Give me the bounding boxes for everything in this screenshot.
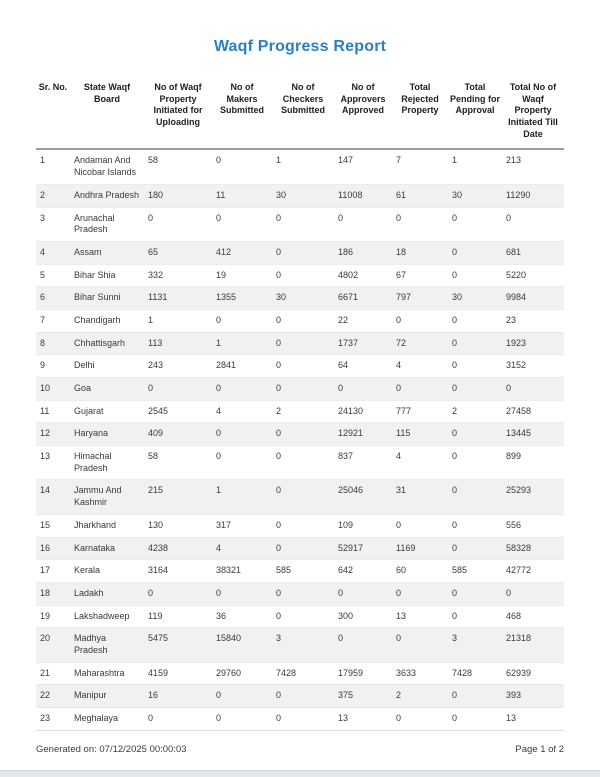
value-cell: 412 [212, 241, 272, 264]
value-cell: 67 [392, 264, 448, 287]
value-cell: 21318 [502, 628, 564, 662]
value-cell: 36 [212, 605, 272, 628]
value-cell: 0 [272, 355, 334, 378]
value-cell: 42772 [502, 560, 564, 583]
value-cell: 0 [448, 355, 502, 378]
column-header: Sr. No. [36, 78, 70, 149]
value-cell: 1 [272, 149, 334, 184]
value-cell: 0 [334, 378, 392, 401]
value-cell: 0 [272, 537, 334, 560]
state-board-cell: Ladakh [70, 582, 144, 605]
column-header: No of Approvers Approved [334, 78, 392, 149]
value-cell: 4 [392, 446, 448, 480]
value-cell: 180 [144, 184, 212, 207]
table-row [36, 446, 564, 480]
state-board-cell: Bihar Sunni [70, 287, 144, 310]
page-number-text: Page 1 of 2 [515, 744, 564, 755]
value-cell: 15840 [212, 628, 272, 662]
value-cell: 4 [212, 400, 272, 423]
table-body [36, 149, 564, 730]
value-cell: 0 [272, 309, 334, 332]
value-cell: 0 [448, 605, 502, 628]
value-cell: 18 [392, 241, 448, 264]
value-cell: 60 [392, 560, 448, 583]
value-cell: 27458 [502, 400, 564, 423]
value-cell: 0 [448, 423, 502, 446]
state-board-cell: Arunachal Pradesh [70, 207, 144, 241]
value-cell: 243 [144, 355, 212, 378]
value-cell: 2 [448, 400, 502, 423]
value-cell: 13 [502, 708, 564, 731]
value-cell: 0 [272, 332, 334, 355]
value-cell: 25293 [502, 480, 564, 514]
value-cell: 13 [392, 605, 448, 628]
value-cell: 4 [392, 355, 448, 378]
sr-no-cell: 2 [36, 184, 70, 207]
sr-no-cell: 22 [36, 685, 70, 708]
value-cell: 0 [392, 708, 448, 731]
value-cell: 0 [272, 582, 334, 605]
state-board-cell: Assam [70, 241, 144, 264]
value-cell: 58328 [502, 537, 564, 560]
sr-no-cell: 9 [36, 355, 70, 378]
column-header: Total No of Waqf Property Initiated Till Date [502, 78, 564, 149]
table-row [36, 605, 564, 628]
value-cell: 0 [272, 241, 334, 264]
value-cell: 0 [502, 582, 564, 605]
value-cell: 3 [272, 628, 334, 662]
value-cell: 0 [448, 582, 502, 605]
value-cell: 681 [502, 241, 564, 264]
sr-no-cell: 20 [36, 628, 70, 662]
value-cell: 29760 [212, 662, 272, 685]
state-board-cell: Manipur [70, 685, 144, 708]
sr-no-cell: 18 [36, 582, 70, 605]
sr-no-cell: 14 [36, 480, 70, 514]
value-cell: 317 [212, 514, 272, 537]
value-cell: 0 [334, 582, 392, 605]
value-cell: 0 [448, 480, 502, 514]
table-header [36, 78, 564, 149]
value-cell: 1 [212, 332, 272, 355]
value-cell: 899 [502, 446, 564, 480]
state-board-cell: Bihar Shia [70, 264, 144, 287]
value-cell: 0 [272, 207, 334, 241]
value-cell: 38321 [212, 560, 272, 583]
value-cell: 3 [448, 628, 502, 662]
value-cell: 22 [334, 309, 392, 332]
value-cell: 31 [392, 480, 448, 514]
value-cell: 0 [272, 480, 334, 514]
value-cell: 3164 [144, 560, 212, 583]
value-cell: 0 [392, 309, 448, 332]
table-header-row [36, 78, 564, 149]
value-cell: 777 [392, 400, 448, 423]
value-cell: 0 [212, 207, 272, 241]
value-cell: 0 [144, 708, 212, 731]
value-cell: 0 [334, 628, 392, 662]
value-cell: 16 [144, 685, 212, 708]
table-row [36, 378, 564, 401]
value-cell: 0 [272, 446, 334, 480]
sr-no-cell: 8 [36, 332, 70, 355]
value-cell: 30 [448, 184, 502, 207]
value-cell: 213 [502, 149, 564, 184]
state-board-cell: Andhra Pradesh [70, 184, 144, 207]
table-row [36, 264, 564, 287]
value-cell: 375 [334, 685, 392, 708]
sr-no-cell: 11 [36, 400, 70, 423]
column-header: No of Checkers Submitted [272, 78, 334, 149]
value-cell: 0 [272, 514, 334, 537]
value-cell: 0 [448, 207, 502, 241]
sr-no-cell: 1 [36, 149, 70, 184]
column-header: State Waqf Board [70, 78, 144, 149]
value-cell: 0 [448, 685, 502, 708]
table-row [36, 241, 564, 264]
sr-no-cell: 7 [36, 309, 70, 332]
state-board-cell: Goa [70, 378, 144, 401]
column-header: No of Makers Submitted [212, 78, 272, 149]
value-cell: 797 [392, 287, 448, 310]
report-footer [36, 744, 564, 755]
value-cell: 0 [334, 207, 392, 241]
value-cell: 6671 [334, 287, 392, 310]
value-cell: 30 [272, 287, 334, 310]
value-cell: 0 [392, 207, 448, 241]
value-cell: 1737 [334, 332, 392, 355]
state-board-cell: Chandigarh [70, 309, 144, 332]
table-row [36, 207, 564, 241]
value-cell: 332 [144, 264, 212, 287]
value-cell: 0 [502, 207, 564, 241]
state-board-cell: Karnataka [70, 537, 144, 560]
state-board-cell: Madhya Pradesh [70, 628, 144, 662]
value-cell: 642 [334, 560, 392, 583]
value-cell: 2 [392, 685, 448, 708]
value-cell: 0 [392, 582, 448, 605]
value-cell: 0 [212, 309, 272, 332]
table-row [36, 309, 564, 332]
state-board-cell: Himachal Pradesh [70, 446, 144, 480]
value-cell: 109 [334, 514, 392, 537]
value-cell: 5475 [144, 628, 212, 662]
state-board-cell: Haryana [70, 423, 144, 446]
value-cell: 13 [334, 708, 392, 731]
value-cell: 113 [144, 332, 212, 355]
sr-no-cell: 5 [36, 264, 70, 287]
value-cell: 4238 [144, 537, 212, 560]
value-cell: 30 [448, 287, 502, 310]
value-cell: 2 [272, 400, 334, 423]
value-cell: 1 [144, 309, 212, 332]
sr-no-cell: 10 [36, 378, 70, 401]
value-cell: 0 [502, 378, 564, 401]
value-cell: 12921 [334, 423, 392, 446]
value-cell: 556 [502, 514, 564, 537]
value-cell: 9984 [502, 287, 564, 310]
value-cell: 1923 [502, 332, 564, 355]
value-cell: 7428 [448, 662, 502, 685]
generated-on-text: Generated on: 07/12/2025 00:00:03 [36, 744, 187, 755]
value-cell: 119 [144, 605, 212, 628]
state-board-cell: Meghalaya [70, 708, 144, 731]
value-cell: 0 [272, 378, 334, 401]
value-cell: 0 [272, 685, 334, 708]
sr-no-cell: 3 [36, 207, 70, 241]
table-row [36, 332, 564, 355]
table-row [36, 423, 564, 446]
value-cell: 58 [144, 149, 212, 184]
sr-no-cell: 23 [36, 708, 70, 731]
value-cell: 0 [448, 708, 502, 731]
value-cell: 0 [392, 378, 448, 401]
sr-no-cell: 19 [36, 605, 70, 628]
sr-no-cell: 15 [36, 514, 70, 537]
value-cell: 25046 [334, 480, 392, 514]
value-cell: 393 [502, 685, 564, 708]
value-cell: 24130 [334, 400, 392, 423]
value-cell: 7 [392, 149, 448, 184]
sr-no-cell: 12 [36, 423, 70, 446]
state-board-cell: Delhi [70, 355, 144, 378]
sr-no-cell: 13 [36, 446, 70, 480]
value-cell: 0 [212, 446, 272, 480]
value-cell: 0 [212, 708, 272, 731]
value-cell: 30 [272, 184, 334, 207]
value-cell: 19 [212, 264, 272, 287]
table-row [36, 628, 564, 662]
value-cell: 0 [448, 241, 502, 264]
value-cell: 7428 [272, 662, 334, 685]
table-row [36, 184, 564, 207]
value-cell: 52917 [334, 537, 392, 560]
value-cell: 4802 [334, 264, 392, 287]
table-row [36, 149, 564, 184]
state-board-cell: Lakshadweep [70, 605, 144, 628]
state-board-cell: Kerala [70, 560, 144, 583]
state-board-cell: Andaman And Nicobar Islands [70, 149, 144, 184]
value-cell: 3152 [502, 355, 564, 378]
value-cell: 468 [502, 605, 564, 628]
value-cell: 0 [392, 514, 448, 537]
value-cell: 0 [392, 628, 448, 662]
value-cell: 61 [392, 184, 448, 207]
value-cell: 0 [272, 605, 334, 628]
page-title: Waqf Progress Report [213, 38, 387, 55]
value-cell: 1355 [212, 287, 272, 310]
value-cell: 585 [272, 560, 334, 583]
value-cell: 2841 [212, 355, 272, 378]
table-row [36, 708, 564, 731]
table-row [36, 287, 564, 310]
value-cell: 65 [144, 241, 212, 264]
value-cell: 62939 [502, 662, 564, 685]
value-cell: 0 [144, 207, 212, 241]
value-cell: 0 [212, 378, 272, 401]
table-row [36, 685, 564, 708]
value-cell: 0 [272, 423, 334, 446]
value-cell: 837 [334, 446, 392, 480]
value-cell: 5220 [502, 264, 564, 287]
waqf-progress-table [36, 78, 564, 731]
sr-no-cell: 21 [36, 662, 70, 685]
value-cell: 0 [212, 685, 272, 708]
value-cell: 58 [144, 446, 212, 480]
state-board-cell: Gujarat [70, 400, 144, 423]
state-board-cell: Jammu And Kashmir [70, 480, 144, 514]
sr-no-cell: 16 [36, 537, 70, 560]
value-cell: 1 [212, 480, 272, 514]
table-row [36, 355, 564, 378]
page-bottom-edge [0, 770, 600, 777]
value-cell: 2545 [144, 400, 212, 423]
value-cell: 0 [448, 332, 502, 355]
state-board-cell: Jharkhand [70, 514, 144, 537]
value-cell: 585 [448, 560, 502, 583]
value-cell: 11290 [502, 184, 564, 207]
value-cell: 0 [448, 446, 502, 480]
value-cell: 130 [144, 514, 212, 537]
value-cell: 186 [334, 241, 392, 264]
table-row [36, 662, 564, 685]
table-row [36, 514, 564, 537]
value-cell: 3633 [392, 662, 448, 685]
table-row [36, 400, 564, 423]
value-cell: 215 [144, 480, 212, 514]
value-cell: 13445 [502, 423, 564, 446]
column-header: Total Pending for Approval [448, 78, 502, 149]
value-cell: 0 [272, 264, 334, 287]
value-cell: 1 [448, 149, 502, 184]
value-cell: 0 [448, 264, 502, 287]
value-cell: 0 [448, 378, 502, 401]
value-cell: 300 [334, 605, 392, 628]
table-row [36, 480, 564, 514]
value-cell: 1169 [392, 537, 448, 560]
value-cell: 4159 [144, 662, 212, 685]
column-header: No of Waqf Property Initiated for Uploading [144, 78, 212, 149]
value-cell: 0 [448, 537, 502, 560]
value-cell: 17959 [334, 662, 392, 685]
value-cell: 0 [448, 309, 502, 332]
sr-no-cell: 6 [36, 287, 70, 310]
value-cell: 11 [212, 184, 272, 207]
value-cell: 1131 [144, 287, 212, 310]
value-cell: 409 [144, 423, 212, 446]
value-cell: 147 [334, 149, 392, 184]
table-row [36, 582, 564, 605]
sr-no-cell: 17 [36, 560, 70, 583]
value-cell: 23 [502, 309, 564, 332]
value-cell: 0 [448, 514, 502, 537]
value-cell: 72 [392, 332, 448, 355]
value-cell: 0 [272, 708, 334, 731]
column-header: Total Rejected Property [392, 78, 448, 149]
value-cell: 0 [144, 582, 212, 605]
state-board-cell: Chhattisgarh [70, 332, 144, 355]
value-cell: 0 [212, 149, 272, 184]
value-cell: 4 [212, 537, 272, 560]
value-cell: 0 [212, 423, 272, 446]
table-row [36, 560, 564, 583]
value-cell: 64 [334, 355, 392, 378]
value-cell: 115 [392, 423, 448, 446]
value-cell: 11008 [334, 184, 392, 207]
state-board-cell: Maharashtra [70, 662, 144, 685]
value-cell: 0 [144, 378, 212, 401]
value-cell: 0 [212, 582, 272, 605]
table-row [36, 537, 564, 560]
sr-no-cell: 4 [36, 241, 70, 264]
